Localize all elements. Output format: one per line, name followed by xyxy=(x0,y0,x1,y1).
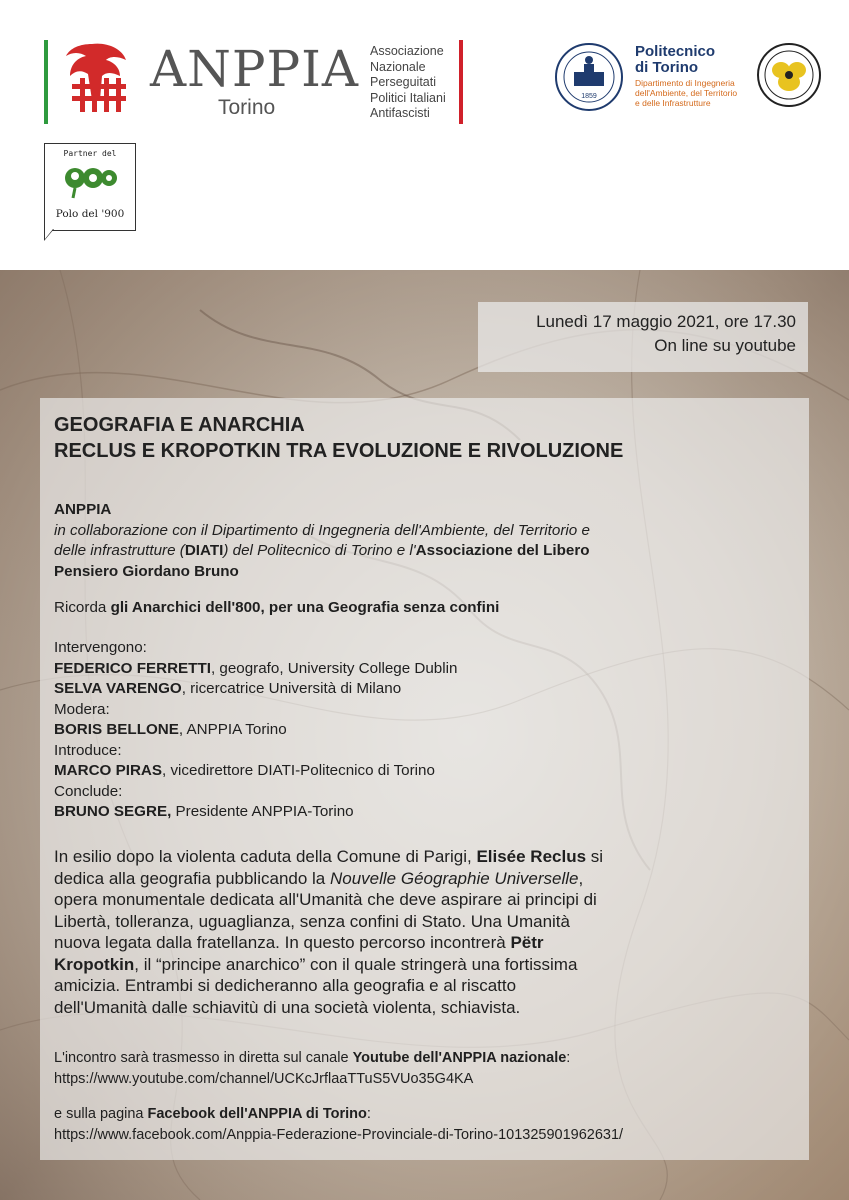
header xyxy=(0,0,849,270)
desc-line: Antifascisti xyxy=(370,106,430,120)
speaker-name: SELVA VARENGO xyxy=(54,680,182,697)
partner-label: Partner del xyxy=(63,149,117,158)
speaker-role: , vicedirettore DIATI-Politecnico di Torino xyxy=(162,762,435,779)
collab-assoc: Pensiero Giordano Bruno xyxy=(54,562,239,580)
polito-name-line: di Torino xyxy=(635,59,699,76)
dept-line: Dipartimento di Ingegneria xyxy=(635,78,735,88)
polito-name xyxy=(635,44,715,76)
desc-text: In esilio dopo la violenta caduta della Comune di Parigi, xyxy=(54,847,477,866)
speakers-label: Intervengono: xyxy=(54,639,147,656)
red-bar xyxy=(459,40,463,124)
event-date: Lunedì 17 maggio 2021, ore 17.30 xyxy=(536,312,796,331)
desc-text: si xyxy=(586,847,604,866)
collab-diati: DIATI xyxy=(184,542,224,559)
speakers-label: Introduce: xyxy=(54,741,122,759)
desc-line: dell'Umanità dalle schiavitù di una società violenta, schiavista. xyxy=(54,997,521,1017)
speakers-block xyxy=(54,638,794,823)
polito-name-line: Politecnico xyxy=(635,43,716,60)
desc-italic: Nouvelle Géographie Universelle xyxy=(329,868,579,888)
collab-text: delle infrastrutture ( xyxy=(54,542,185,559)
polito-seal-icon xyxy=(554,42,624,112)
collab-text: ) del Politecnico di Torino e l' xyxy=(223,542,416,559)
partner-box xyxy=(44,143,136,231)
polo-900-logo-icon xyxy=(63,164,117,200)
giordano-bruno-logo-icon xyxy=(756,42,822,108)
organizer-name: ANPPIA xyxy=(54,501,112,518)
desc-text: dedica alla geografia pubblicando la xyxy=(54,868,330,888)
collab-assoc: Associazione del Libero xyxy=(415,542,590,559)
speakers-label: Conclude: xyxy=(54,782,123,800)
links-block xyxy=(54,1048,794,1146)
desc-line: Politici Italiani xyxy=(370,90,446,105)
speaker-name: BRUNO SEGRE, xyxy=(54,803,172,820)
ricorda-bold: gli Anarchici dell'800, per una Geografia senza confini xyxy=(110,599,500,616)
event-date-box xyxy=(478,302,808,372)
ricorda-prefix: Ricorda xyxy=(54,599,111,616)
event-venue: On line su youtube xyxy=(654,336,796,355)
link-text: : xyxy=(566,1050,571,1066)
speakers-label: Modera: xyxy=(54,700,110,718)
youtube-channel-name: Youtube dell'ANPPIA nazionale xyxy=(352,1050,567,1066)
desc-text: , xyxy=(578,868,584,888)
partner-tail-inner xyxy=(45,229,53,239)
desc-bold: Kropotkin xyxy=(54,954,135,974)
facebook-url[interactable]: https://www.facebook.com/Anppia-Federazione-Provinciale-di-Torino-101325901962631/ xyxy=(54,1127,624,1143)
description-block xyxy=(54,846,794,1018)
desc-bold: Pëtr xyxy=(510,933,544,952)
dept-line: e delle Infrastrutture xyxy=(635,98,711,108)
anppia-city: Torino xyxy=(218,96,276,119)
speaker-role: , ANPPIA Torino xyxy=(178,721,287,738)
youtube-url[interactable]: https://www.youtube.com/channel/UCKcJrflaaTTuS5VUo35G4KA xyxy=(54,1071,474,1087)
collab-line: in collaborazione con il Dipartimento di Ingegneria dell'Ambiente, del Territorio e xyxy=(54,521,590,539)
main-panel xyxy=(40,398,809,1160)
seal-year: 1859 xyxy=(581,93,597,100)
desc-bold: Elisée Reclus xyxy=(476,847,587,866)
desc-line: Nazionale xyxy=(370,59,426,74)
polito-department xyxy=(635,78,737,108)
link-text: L'incontro sarà trasmesso in diretta sul canale xyxy=(54,1050,353,1066)
dept-line: dell'Ambiente, del Territorio xyxy=(635,88,738,98)
desc-line: opera monumentale dedicata all'Umanità che deve aspirare ai principi di xyxy=(54,890,597,909)
collab-line xyxy=(54,541,794,562)
anppia-emblem-icon xyxy=(62,40,132,116)
title-line: RECLUS E KROPOTKIN TRA EVOLUZIONE E RIVOLUZIONE xyxy=(54,440,624,462)
desc-line: amicizia. Entrambi si dedicheranno alla geografia e al riscatto xyxy=(54,976,517,995)
desc-text: , il “principe anarchico” con il quale stringerà una fortissima xyxy=(134,954,578,974)
link-text: e sulla pagina xyxy=(54,1106,148,1122)
desc-line: Libertà, tolleranza, uguaglianza, senza confini di Stato. Una Umanità xyxy=(54,911,570,931)
speaker-role: Presidente ANPPIA-Torino xyxy=(171,803,354,820)
speaker-role: , geografo, University College Dublin xyxy=(210,659,458,677)
link-text: : xyxy=(366,1106,371,1122)
speaker-name: MARCO PIRAS xyxy=(54,762,163,779)
desc-text: nuova legata dalla fratellanza. In questo percorso incontrerà xyxy=(54,933,511,952)
event-title xyxy=(54,412,623,464)
spacer xyxy=(54,1090,794,1104)
facebook-page-name: Facebook dell'ANPPIA di Torino xyxy=(147,1106,367,1122)
speaker-role: , ricercatrice Università di Milano xyxy=(181,680,402,697)
organizer-block xyxy=(54,500,794,582)
partner-name: Polo del '900 xyxy=(55,208,125,220)
desc-line: Perseguitati xyxy=(370,75,437,89)
ricorda-line xyxy=(54,598,794,619)
title-line: GEOGRAFIA E ANARCHIA xyxy=(54,414,305,436)
desc-line: Associazione xyxy=(370,44,444,58)
green-bar xyxy=(44,40,48,124)
anppia-title: ANPPIA xyxy=(150,40,360,98)
speaker-name: FEDERICO FERRETTI xyxy=(54,659,211,677)
speaker-name: BORIS BELLONE xyxy=(54,721,179,738)
anppia-description xyxy=(370,44,446,122)
